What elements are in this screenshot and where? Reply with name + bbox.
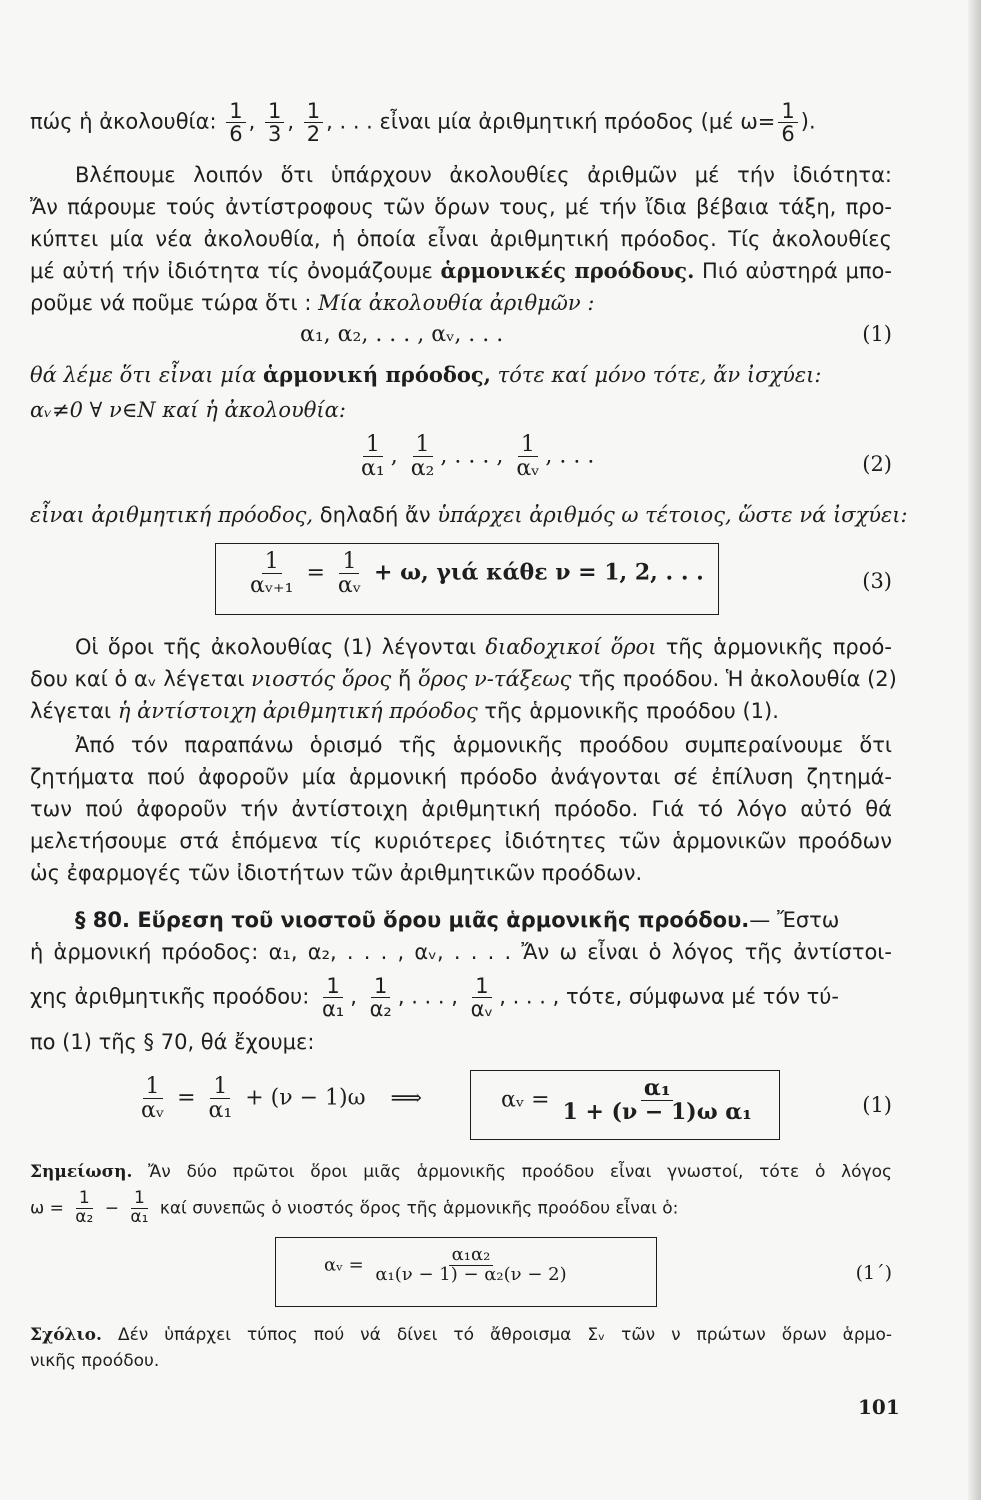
paragraph-line: Οἱ ὅροι τῆς ἀκολουθίας (1) λέγονται διαδοχικοί ὅροι τῆς ἁρμονικῆς προό-: [75, 635, 892, 659]
equation-number: (2): [862, 452, 892, 476]
reciprocal-sequence: $\frac{1}{\text{α₁}}$ , $\frac{1}{\text{α₂}}$ , . . . , $\frac{1}{\text{αᵥ}}$ , . . .: [361, 432, 595, 482]
definition-line: εἶναι ἀριθμητική πρόοδος, δηλαδή ἄν ὑπάρχει ἀριθμός ω τέτοιος, ὥστε νά ἰσχύει:: [30, 503, 908, 527]
fraction-1-2: $\frac{1}{2}$: [304, 100, 323, 145]
page-number: 101: [858, 1395, 900, 1419]
paragraph-line: δου καί ὁ αᵥ λέγεται νιοστός ὅρος ἤ ὅρος ν-τάξεως τῆς προόδου. Ἡ ἀκολουθία (2): [30, 667, 897, 691]
comment-line: Σχόλιο. Δέν ὑπάρχει τύπος πού νά δίνει τό ἄθροισμα Σᵥ τῶν ν πρώτων ὅρων ἁρμο-: [30, 1325, 893, 1345]
paragraph-line: χης ἀριθμητικῆς προόδου: $\frac{1}{\text{α₁}}$ , $\frac{1}{\text{α₂}}$ , . . . , $\frac{1}{\text{αᵥ}}$ , . . . , τότε, σύμφωνα μέ τόν τύ-: [30, 974, 839, 1022]
fraction-1-6b: $\frac{1}{6}$: [778, 100, 797, 145]
fraction-1-3: $\frac{1}{3}$: [265, 100, 284, 145]
definition-formula-box: $\frac{1}{\text{αᵥ₊₁}}$ = $\frac{1}{\text{αᵥ}}$ + ω, γιά κάθε ν = 1, 2, . . .: [215, 543, 719, 615]
paragraph-line: Ἄν πάρουμε τούς ἀντίστροφους τῶν ὅρων τους, μέ τήν ἴδια βέβαια τάξη, προ-: [30, 195, 892, 219]
note-line: Σημείωση. Ἄν δύο πρῶτοι ὅροι μιᾶς ἁρμονικῆς προόδου εἶναι γνωστοί, τότε ὁ λόγος: [30, 1162, 893, 1182]
nth-term-derivation: $\frac{1}{\text{αᵥ}}$ = $\frac{1}{\text{α₁}}$ + (ν − 1)ω ⟹: [141, 1074, 423, 1124]
section-heading: § 80. Εὕρεση τοῦ νιοστοῦ ὅρου μιᾶς ἁρμονικῆς προόδου.— Ἔστω: [75, 908, 840, 932]
equation-number: (1): [862, 1093, 892, 1117]
equation-number: (1): [862, 322, 892, 346]
sequence-expression: α₁, α₂, . . . , αᵥ, . . .: [300, 322, 504, 347]
equation-number: (1΄): [855, 1262, 892, 1284]
definition-line: αᵥ≠0 ∀ ν∈Ν καί ἡ ἀκολουθία:: [30, 398, 346, 422]
note-label: Σημείωση.: [30, 1162, 133, 1182]
page-edge-shadow: [968, 0, 981, 1500]
section-title: § 80. Εὕρεση τοῦ νιοστοῦ ὅρου μιᾶς ἁρμονικῆς προόδου.: [75, 908, 750, 932]
fraction-1-6: $\frac{1}{6}$: [226, 100, 245, 145]
paragraph-line: ἡ ἁρμονική πρόοδος: α₁, α₂, . . . , αᵥ, . . . . Ἄν ω εἶναι ὁ λόγος τῆς ἀντίστοι-: [30, 940, 892, 964]
comment-label: Σχόλιο.: [30, 1325, 102, 1345]
paragraph-line: κύπτει μία νέα ἀκολουθία, ἡ ὁποία εἶναι ἀριθμητική πρόοδος. Τίς ἀκολουθίες: [30, 227, 892, 251]
two-terms-formula-box: αᵥ = $\frac{\text{α₁α₂}}{\text{α₁(ν − 1) − α₂(ν − 2)}}$: [275, 1237, 657, 1307]
comment-line: νικῆς προόδου.: [30, 1351, 160, 1371]
definition-line: θά λέμε ὅτι εἶναι μία ἁρμονική πρόοδος, τότε καί μόνο τότε, ἄν ἰσχύει:: [30, 362, 822, 387]
note-line: ω = $\frac{1}{\text{α₂}}$ − $\frac{1}{\text{α₁}}$ καί συνεπῶς ὁ νιοστός ὅρος τῆς ἁρμονικῆς προόδου εἶναι ὁ:: [30, 1188, 679, 1227]
paragraph-line: πο (1) τῆς § 70, θά ἔχουμε:: [30, 1030, 315, 1054]
paragraph-line: μελετήσουμε στά ἑπόμενα τίς κυριότερες ἰδιότητες τῶν ἁρμονικῶν προόδων: [30, 829, 892, 853]
intro-line: πώς ἡ ἀκολουθία: $\frac{1}{6}$ , $\frac{1}{3}$ , $\frac{1}{2}$ , . . . εἶναι μία ἀριθμητική πρόοδος (μέ ω= $\frac{1}{6}$ ).: [30, 99, 816, 147]
paragraph-line: ὡς ἐφαρμογές τῶν ἰδιοτήτων τῶν ἀριθμητικῶν προόδων.: [30, 861, 643, 885]
paragraph-line: των πού ἀφοροῦν τήν ἀντίστοιχη ἀριθμητική πρόοδο. Γιά τό λόγο αὐτό θά: [30, 797, 892, 821]
paragraph-line: Βλέπουμε λοιπόν ὅτι ὑπάρχουν ἀκολουθίες ἀριθμῶν μέ τήν ἰδιότητα:: [75, 163, 892, 187]
paragraph-line: λέγεται ἡ ἀντίστοιχη ἀριθμητική πρόοδος τῆς ἁρμονικῆς προόδου (1).: [30, 699, 779, 723]
term-harmonic-progression: ἁρμονική πρόοδος,: [262, 362, 491, 387]
nth-term-formula-box: αᵥ = $\frac{\text{α₁}}{\text{1 + (ν − 1)ω α₁}}$: [470, 1070, 780, 1140]
paragraph-line: ροῦμε νά ποῦμε τώρα ὅτι : Μία ἀκολουθία ἀριθμῶν :: [30, 291, 595, 315]
paragraph-line: ζητήματα πού ἀφοροῦν μία ἁρμονική πρόοδο ἀνάγονται σέ ἐπίλυση ζητημά-: [30, 765, 892, 789]
paragraph-line: Ἀπό τόν παραπάνω ὁρισμό τῆς ἁρμονικῆς προόδου συμπεραίνουμε ὅτι: [75, 733, 892, 757]
term-harmonic-progressions: ἁρμονικές προόδους.: [440, 258, 695, 283]
equation-number: (3): [862, 569, 892, 593]
paragraph-line: μέ αὐτή τήν ἰδιότητα τίς ὀνομάζουμε ἁρμονικές προόδους. Πιό αὐστηρά μπο-: [30, 258, 892, 283]
